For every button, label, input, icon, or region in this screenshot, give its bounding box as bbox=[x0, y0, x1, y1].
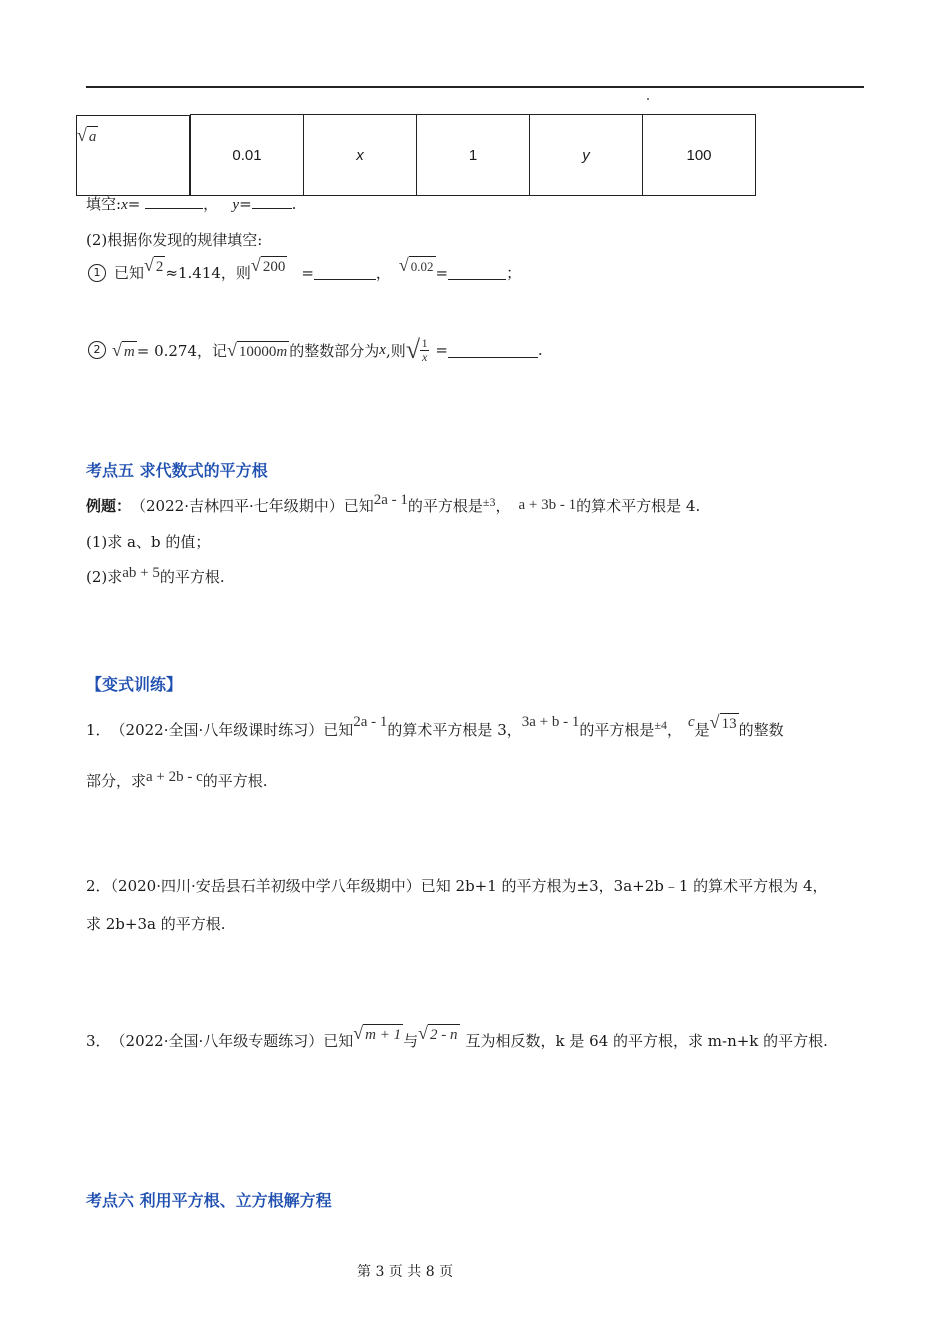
radicand: m + 1 bbox=[363, 1024, 403, 1045]
table-cell: 1 bbox=[417, 115, 530, 196]
text: 的整数 bbox=[738, 721, 784, 739]
question-1: (1)求 a、b 的值； bbox=[86, 533, 211, 551]
problem-3 bbox=[86, 1023, 828, 1051]
text: 是 bbox=[694, 721, 710, 739]
text: 部分，求 bbox=[86, 772, 147, 790]
header-dot bbox=[647, 98, 649, 100]
problem-number: 3． bbox=[86, 1032, 111, 1050]
answer-blank[interactable] bbox=[314, 265, 376, 280]
text: （2022·全国·八年级专题练习）已知 bbox=[110, 1032, 354, 1050]
text: 的平方根. bbox=[159, 568, 225, 586]
sqrt-2-minus-n: √ 2 - n bbox=[418, 1023, 458, 1043]
section-heading: 考点六 利用平方根、立方根解方程 bbox=[86, 1191, 332, 1210]
fill-in-line bbox=[86, 193, 296, 214]
separator: ， bbox=[495, 497, 511, 515]
values-table bbox=[76, 114, 756, 196]
y-label: y bbox=[232, 197, 240, 213]
sqrt-expression: √ a bbox=[77, 124, 97, 145]
radicand: 2 bbox=[154, 256, 166, 277]
var-c: c bbox=[687, 714, 695, 730]
text: 与 bbox=[403, 1032, 419, 1050]
expression: 2a - 1 bbox=[353, 714, 388, 730]
sqrt-200: √ 200 bbox=[250, 255, 286, 275]
plus-minus-4: ±4 bbox=[654, 718, 667, 732]
table-cell-sqrt-a bbox=[76, 115, 190, 196]
expression: a + 3b - 1 bbox=[518, 497, 577, 513]
example-line bbox=[86, 492, 701, 516]
expression: ab + 5 bbox=[122, 565, 160, 581]
circled-number: 2 bbox=[88, 341, 106, 359]
equals: = bbox=[127, 195, 141, 213]
semicolon: ； bbox=[506, 264, 522, 282]
equals: = bbox=[239, 195, 252, 213]
equals: = bbox=[301, 263, 314, 282]
text: (2)求 bbox=[86, 568, 123, 586]
sqrt-002: √ 0.02 bbox=[398, 255, 434, 275]
table-cell: 0.01 bbox=[191, 115, 304, 196]
text: = 0.274，记 bbox=[136, 341, 228, 360]
denominator: x bbox=[422, 349, 428, 364]
part2-item2 bbox=[88, 335, 543, 365]
table-row bbox=[76, 115, 756, 196]
variant-heading: 【变式训练】 bbox=[86, 675, 183, 694]
radicand: 13 bbox=[720, 713, 739, 734]
page-footer: 第 3 页 共 8 页 bbox=[357, 1264, 454, 1280]
equals: = bbox=[435, 263, 449, 282]
problem-number: 1． bbox=[86, 721, 111, 739]
radicand: 0.02 bbox=[409, 256, 436, 277]
fraction bbox=[420, 337, 429, 364]
period: . bbox=[291, 195, 297, 213]
radicand: 2 - n bbox=[428, 1024, 460, 1045]
cube-root-fraction bbox=[406, 335, 430, 365]
expression: a + 2b - c bbox=[146, 769, 203, 785]
text: 的平方根是 bbox=[579, 721, 655, 739]
problem-2-line1: 2．（2020·四川·安岳县石羊初级中学八年级期中）已知 2b+1 的平方根为±3，3a+2b﹣1 的算术平方根为 4， bbox=[86, 877, 828, 895]
table-cell: y bbox=[530, 115, 643, 196]
text: 互为相反数，k 是 64 的平方根，求 m-n+k 的平方根. bbox=[465, 1032, 828, 1050]
expression: 3a + b - 1 bbox=[521, 714, 580, 730]
separator: ， bbox=[203, 195, 219, 213]
sqrt-2: √ 2 bbox=[144, 255, 164, 275]
period: . bbox=[537, 341, 543, 359]
table-cell: x bbox=[304, 115, 417, 196]
separator: ， bbox=[375, 264, 391, 282]
text: 已知 bbox=[114, 264, 145, 282]
text: 的算术平方根是 4. bbox=[576, 497, 701, 515]
table-cell: 100 bbox=[643, 115, 756, 196]
sqrt-13: √ 13 bbox=[709, 712, 737, 732]
problem-1-line2 bbox=[86, 770, 268, 791]
answer-blank-x[interactable] bbox=[145, 194, 203, 209]
text: 的整数部分为 bbox=[289, 341, 380, 360]
plus-minus-3: ±3 bbox=[482, 495, 496, 509]
section-heading: 考点五 求代数式的平方根 bbox=[86, 461, 268, 480]
text: （2022·吉林四平·七年级期中）已知 bbox=[131, 497, 374, 515]
x-label: x bbox=[121, 197, 128, 213]
text: ≈1.414，则 bbox=[165, 264, 251, 282]
circled-number: 1 bbox=[88, 264, 106, 282]
problem-1-line1 bbox=[86, 712, 784, 740]
text: （2022·全国·八年级课时练习）已知 bbox=[110, 721, 354, 739]
part2-item1 bbox=[88, 255, 522, 283]
radicand: 10000 bbox=[238, 343, 277, 360]
separator: ， bbox=[666, 721, 682, 739]
text: 的平方根是 bbox=[407, 497, 483, 515]
answer-blank[interactable] bbox=[448, 265, 506, 280]
radicand-var: m bbox=[276, 343, 288, 360]
answer-blank[interactable] bbox=[448, 343, 538, 358]
fill-label: 填空: bbox=[86, 195, 122, 213]
numerator: 1 bbox=[421, 335, 428, 350]
answer-blank-y[interactable] bbox=[252, 194, 292, 209]
text: ,则 bbox=[385, 341, 406, 360]
sqrt-m-plus-1: √ m + 1 bbox=[353, 1023, 402, 1043]
radicand: 200 bbox=[261, 256, 288, 277]
example-label: 例题： bbox=[86, 497, 132, 515]
expression: 2a - 1 bbox=[373, 492, 408, 508]
part2-title: (2)根据你发现的规律填空: bbox=[86, 231, 263, 249]
question-2 bbox=[86, 566, 225, 587]
root-sign-icon: √ bbox=[405, 335, 420, 364]
var-x: x bbox=[379, 341, 386, 358]
radicand: a bbox=[87, 126, 99, 147]
text: 的平方根. bbox=[202, 772, 268, 790]
radicand: m bbox=[122, 341, 137, 362]
equals: = bbox=[435, 341, 448, 359]
problem-2-line2: 求 2b+3a 的平方根. bbox=[86, 915, 226, 933]
text: 的算术平方根是 3， bbox=[387, 721, 522, 739]
sqrt-m: √ m bbox=[112, 339, 135, 360]
sqrt-10000m: √ 10000m bbox=[227, 339, 288, 360]
header-rule bbox=[86, 86, 864, 88]
